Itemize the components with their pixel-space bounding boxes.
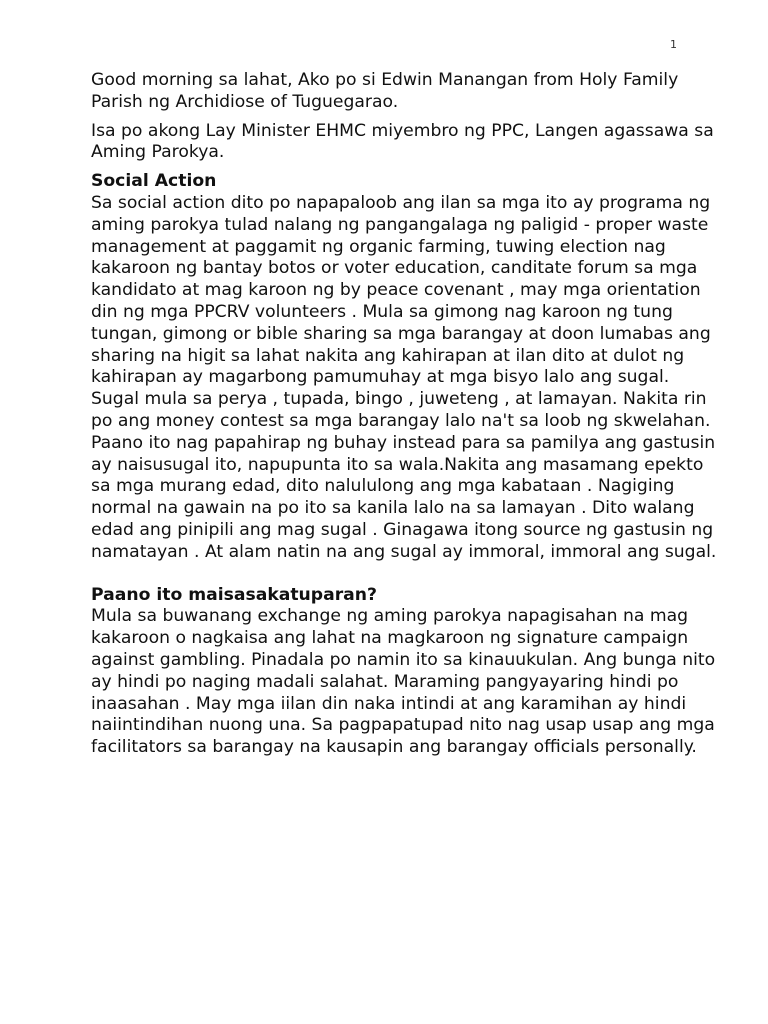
implementation-heading: Paano ito maisasakatuparan? (91, 584, 377, 605)
implementation-section (91, 585, 721, 759)
social-action-heading: Social Action (91, 171, 217, 192)
implementation-body: Mula sa buwanang exchange ng aming parokya napagisahan na mag kakaroon o nagkaisa ang lahat na magkaroon ng signature campaign against gambling. Pinadala po namin ito sa kinauukulan. Ang bunga nito ay hindi po naging madali salahat. Maraming pangyayaring hindi po inaasahan . May mga iilan din naka intindi at ang karamihan ay hindi naiintindihan nuong una. Sa pagpapatupad nito nag usap usap ang mga facilitators sa barangay na kausapin ang barangay officials personally. (91, 606, 716, 758)
intro-greeting: Good morning sa lahat, Ako po si Edwin Manangan from Holy Family Parish ng Archidiose of Tuguegarao. (91, 70, 679, 112)
page-number: 1 (670, 38, 677, 51)
social-action-section (91, 171, 721, 563)
document-body (91, 70, 721, 759)
social-action-body: Sa social action dito po napapaloob ang ilan sa mga ito ay programa ng aming parokya tulad nalang ng pangangalaga ng paligid - proper waste management at paggamit ng organic farming, tuwing election nag kakaroon ng bantay botos or voter education, canditate forum sa mga kandidato at mag karoon ng by peace covenant , may mga orientation din ng mga PPCRV volunteers . Mula sa gimong nag karoon ng tung tungan, gimong or bible sharing sa mga barangay at doon lumabas ang sharing na higit sa lahat nakita ang kahirapan at ilan dito at dulot ng kahirapan ay magarbong pamumuhay at mga bisyo lalo ang sugal. Sugal mula sa perya , tupada, bingo , juweteng , at lamayan. Nakita rin po ang money contest sa mga barangay lalo na't sa loob ng skwelahan. Paano ito nag papahirap ng buhay instead para sa pamilya ang gastusin ay naisusugal ito, napupunta ito sa wala.Nakita ang masamang epekto sa mga murang edad, dito nalululong ang mga kabataan . Nagiging normal na gawain na po ito sa kanila lalo na sa lamayan . Dito walang edad ang pinipili ang mag sugal . Ginagawa itong source ng gastusin ng namatayan . At alam natin na ang sugal ay immoral, immoral ang sugal. (91, 192, 717, 562)
intro-role: Isa po akong Lay Minister EHMC miyembro ng PPC, Langen agassawa sa Aming Parokya. (91, 120, 714, 163)
section-spacer (91, 564, 721, 585)
